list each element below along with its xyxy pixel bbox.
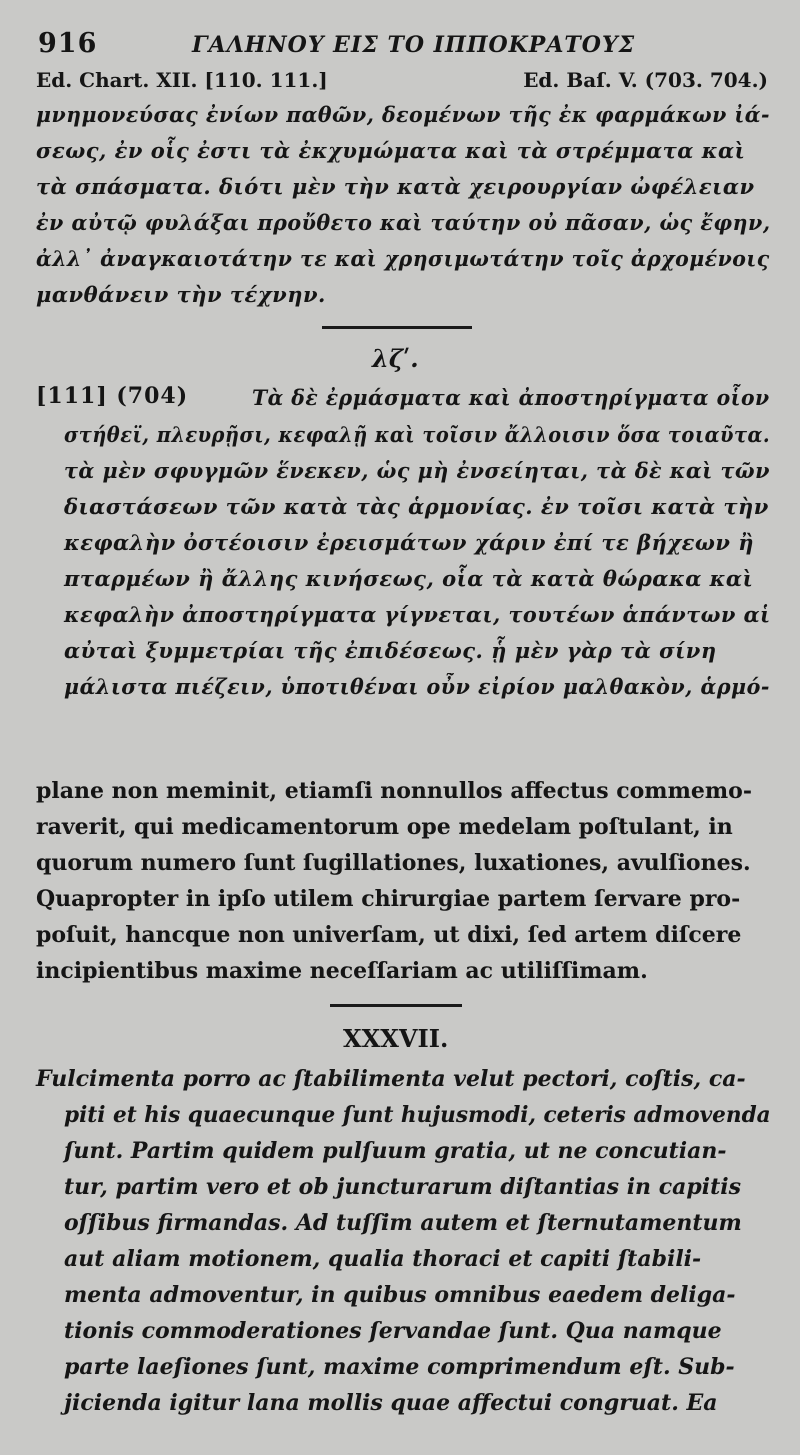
greek-section-line: διαστάσεων τῶν κατὰ τὰς ἁρμονίας. ἐν τοῖσι κατὰ τὴν [64,494,769,519]
greek-section-line: τὰ μὲν σφυγμῶν ἕνεκεν, ὡς μὴ ἐνσείηται, τὰ δὲ καὶ τῶν [64,458,770,483]
section-divider [330,1004,462,1007]
latin-section-line: jicienda igitur lana mollis quae affectui congruat. Ea [64,1390,718,1416]
latin-section-line: Fulcimenta porro ac ſtabilimenta velut pectori, coſtis, ca- [36,1066,746,1092]
greek-section-line: μάλιστα πιέζειν, ὑποτιθέναι οὖν εἰρίον μαλθακὸν, ἁρμό- [64,674,770,699]
latin-intro-line: quorum numero ſunt ſugillationes, luxationes, avulſiones. [36,850,751,876]
latin-intro-line: raverit, qui medicamentorum ope medelam poſtulant, in [36,814,733,840]
latin-intro-line: poſuit, hancque non univerſam, ut dixi, ſed artem diſcere [36,922,742,948]
greek-intro-line: μανθάνειν τὴν τέχνην. [36,282,326,307]
greek-intro-line: μνημονεύσας ἐνίων παθῶν, δεομένων τῆς ἐκ φαρμάκων ἰά- [36,102,771,127]
latin-intro-line: incipientibus maxime neceſſariam ac utiliſſimam. [36,958,648,984]
page-number: 916 [38,28,98,59]
latin-section-line: tur, partim vero et ob juncturarum diſtantias in capitis [64,1174,742,1200]
greek-section-first-line: Τὰ δὲ ἐρμάσματα καὶ ἀποστηρίγματα οἷον [252,385,770,410]
latin-section-line: ſunt. Partim quidem pulſuum gratia, ut ne concutian- [64,1138,727,1164]
running-title: ΓΑΛΗΝΟΥ ΕΙΣ ΤΟ ΙΠΠΟΚΡΑΤΟΥΣ [192,32,636,58]
edition-left: Ed. Chart. XII. [110. 111.] [36,68,328,92]
latin-section-line: tionis commoderationes ſervandae ſunt. Qua namque [64,1318,722,1344]
latin-intro-line: Quapropter in ipſo utilem chirurgiae partem ſervare pro- [36,886,741,912]
greek-section-number: λζʹ. [372,344,419,373]
greek-intro-line: ἐν αὐτῷ φυλάξαι προὔθετο καὶ ταύτην οὐ πᾶσαν, ὡς ἔφην, [36,210,771,235]
latin-section-line: aut aliam motionem, qualia thoraci et capiti ſtabili- [64,1246,702,1272]
edition-right: Ed. Baſ. V. (703. 704.) [523,68,768,92]
greek-intro-line: ἀλλ᾽ ἀναγκαιοτάτην τε καὶ χρησιμωτάτην τοῖς ἀρχομένοις [36,246,770,271]
greek-intro-line: σεως, ἐν οἷς ἐστι τὰ ἐκχυμώματα καὶ τὰ στρέμματα καὶ [36,138,746,163]
latin-section-line: menta admoventur, in quibus omnibus eaedem deliga- [64,1282,736,1308]
greek-section-line: στήθεϊ, πλευρῇσι, κεφαλῇ καὶ τοῖσιν ἄλλοισιν ὅσα τοιαῦτα. [64,422,771,447]
latin-intro-line: plane non meminit, etiamſi nonnullos affectus commemo- [36,778,752,804]
greek-section-line: κεφαλὴν ὀστέοισιν ἐρεισμάτων χάριν ἐπί τε βήχεων ἢ [64,530,755,555]
greek-section-line: κεφαλὴν ἀποστηρίγματα γίγνεται, τουτέων ἁπάντων αἱ [64,602,771,627]
greek-section-line: αὐταὶ ξυμμετρίαι τῆς ἐπιδέσεως. ᾗ μὲν γὰρ τὰ σίνη [64,638,717,663]
latin-section-line: oſſibus firmandas. Ad tuſſim autem et ſternutamentum [64,1210,742,1236]
latin-section-number: XXXVII. [343,1024,449,1053]
greek-intro-line: τὰ σπάσματα. διότι μὲν τὴν κατὰ χειρουργίαν ὠφέλειαν [36,174,755,199]
section-divider [322,326,472,329]
page-refs: [111] (704) [36,383,189,409]
greek-section-line: πταρμέων ἢ ἄλλης κινήσεως, οἷα τὰ κατὰ θώρακα καὶ [64,566,754,591]
latin-section-line: parte laeſiones ſunt, maxime comprimendum eſt. Sub- [64,1354,735,1380]
latin-section-line: piti et his quaecunque ſunt hujusmodi, ceteris admovenda [64,1102,771,1128]
